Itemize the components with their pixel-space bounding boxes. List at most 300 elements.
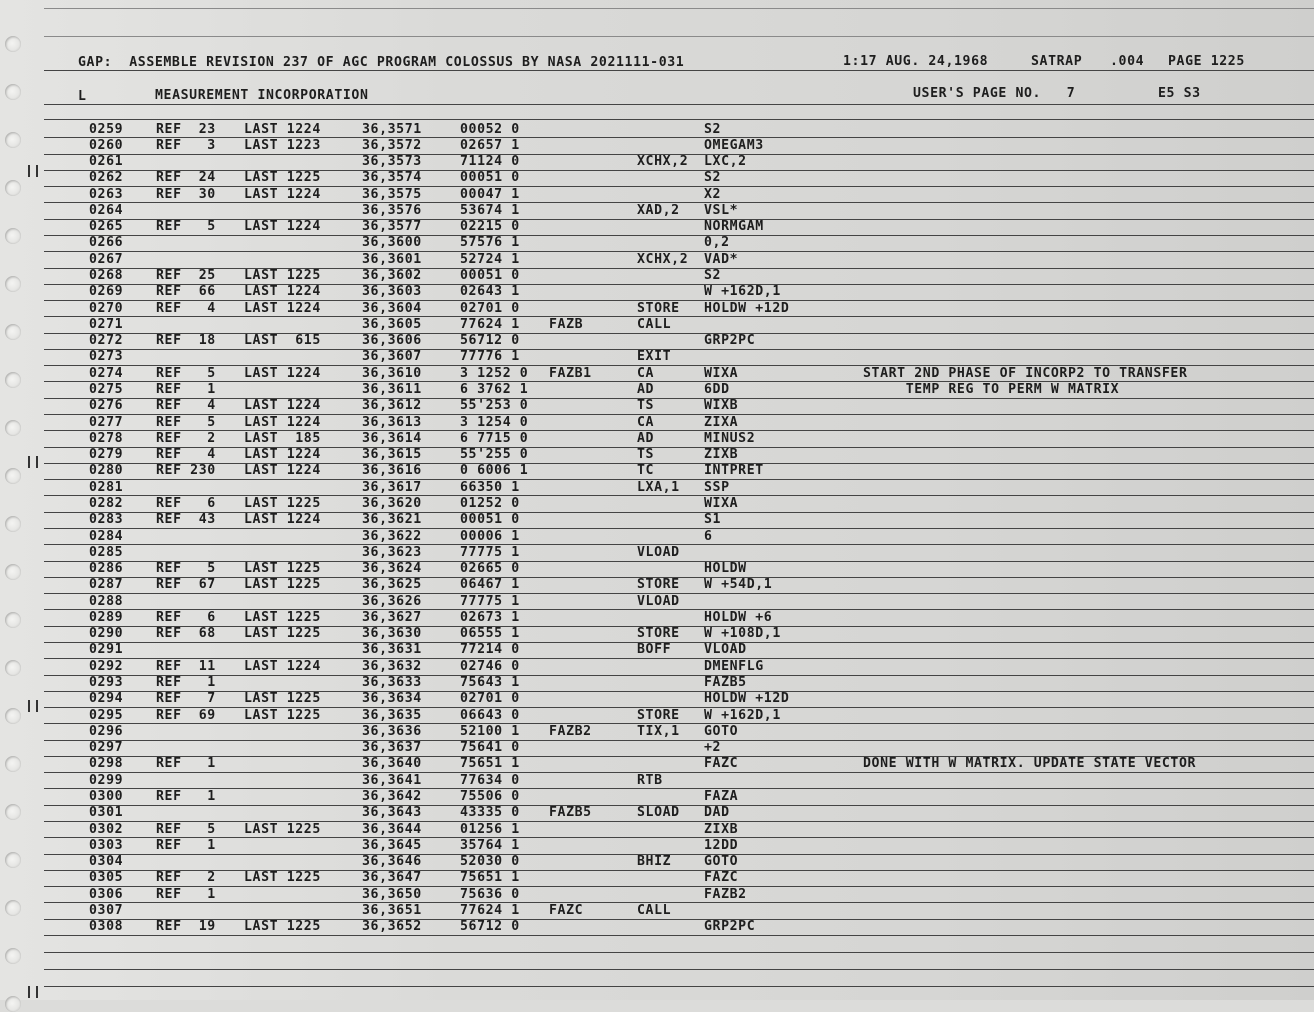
octal-word: 75636 0 xyxy=(460,886,520,902)
ruled-line xyxy=(44,36,1314,37)
ruled-line xyxy=(44,723,1314,724)
opcode: CA xyxy=(637,365,655,381)
ruled-line xyxy=(44,593,1314,594)
ref-count: REF 1 xyxy=(156,756,216,772)
line-number: 0266 xyxy=(89,235,124,251)
operand: X2 xyxy=(704,186,722,202)
octal-word: 01252 0 xyxy=(460,495,520,511)
ref-count: REF 2 xyxy=(156,870,216,886)
comment: START 2ND PHASE OF INCORP2 TO TRANSFER xyxy=(863,365,1188,381)
operand: HOLDW +12D xyxy=(704,300,790,316)
address: 36,3577 xyxy=(362,219,422,235)
line-number: 0301 xyxy=(89,805,124,821)
ruled-line xyxy=(44,137,1314,138)
tractor-hole xyxy=(5,324,21,340)
line-number: 0269 xyxy=(89,284,124,300)
operand: 6DD xyxy=(704,381,730,397)
ruled-line xyxy=(44,870,1314,871)
line-number: 0290 xyxy=(89,626,124,642)
line-number: 0291 xyxy=(89,642,124,658)
ruled-line xyxy=(44,805,1314,806)
address: 36,3600 xyxy=(362,235,422,251)
octal-word: 01256 1 xyxy=(460,821,520,837)
tractor-hole xyxy=(5,852,21,868)
last-ref: LAST 1225 xyxy=(244,170,321,186)
address: 36,3630 xyxy=(362,626,422,642)
address: 36,3627 xyxy=(362,609,422,625)
address: 36,3615 xyxy=(362,447,422,463)
address: 36,3626 xyxy=(362,593,422,609)
address: 36,3650 xyxy=(362,886,422,902)
ruled-line xyxy=(44,935,1314,936)
address: 36,3610 xyxy=(362,365,422,381)
operand: S1 xyxy=(704,512,722,528)
address: 36,3573 xyxy=(362,154,422,170)
ruled-line xyxy=(44,626,1314,627)
octal-word: 56712 0 xyxy=(460,333,520,349)
address: 36,3642 xyxy=(362,788,422,804)
operand: INTPRET xyxy=(704,463,764,479)
last-ref: LAST 1225 xyxy=(244,919,321,935)
operand: VAD* xyxy=(704,251,739,267)
ruled-line xyxy=(44,251,1314,252)
ruled-line xyxy=(44,886,1314,887)
address: 36,3607 xyxy=(362,349,422,365)
address: 36,3605 xyxy=(362,316,422,332)
octal-word: 75651 1 xyxy=(460,756,520,772)
ref-count: REF 5 xyxy=(156,821,216,837)
address: 36,3625 xyxy=(362,577,422,593)
ruled-line xyxy=(44,104,1314,105)
operand: GOTO xyxy=(704,854,739,870)
label: FAZB5 xyxy=(549,805,592,821)
octal-word: 00051 0 xyxy=(460,170,520,186)
address: 36,3620 xyxy=(362,495,422,511)
ref-count: REF 69 xyxy=(156,707,216,723)
ruled-line xyxy=(44,821,1314,822)
line-number: 0281 xyxy=(89,479,124,495)
line-number: 0279 xyxy=(89,447,124,463)
opcode: VLOAD xyxy=(637,593,680,609)
octal-word: 56712 0 xyxy=(460,919,520,935)
ref-count: REF 43 xyxy=(156,512,216,528)
octal-word: 00051 0 xyxy=(460,268,520,284)
octal-word: 55'253 0 xyxy=(460,398,529,414)
ruled-line xyxy=(44,316,1314,317)
opcode: STORE xyxy=(637,626,680,642)
line-number: 0275 xyxy=(89,381,124,397)
octal-word: 57576 1 xyxy=(460,235,520,251)
octal-word: 02673 1 xyxy=(460,609,520,625)
line-number: 0264 xyxy=(89,202,124,218)
octal-word: 77776 1 xyxy=(460,349,520,365)
opcode: BOFF xyxy=(637,642,672,658)
ruled-line xyxy=(44,658,1314,659)
ruled-line xyxy=(44,756,1314,757)
opcode: AD xyxy=(637,381,655,397)
label: FAZB1 xyxy=(549,365,592,381)
operand: VLOAD xyxy=(704,642,747,658)
label: FAZB xyxy=(549,316,584,332)
line-number: 0287 xyxy=(89,577,124,593)
address: 36,3575 xyxy=(362,186,422,202)
operand: NORMGAM xyxy=(704,219,764,235)
last-ref: LAST 615 xyxy=(244,333,321,349)
opcode: XAD,2 xyxy=(637,202,680,218)
operand: W +54D,1 xyxy=(704,577,773,593)
octal-word: 75651 1 xyxy=(460,870,520,886)
operand: 6 xyxy=(704,528,713,544)
ruled-line xyxy=(44,609,1314,610)
octal-word: 75506 0 xyxy=(460,788,520,804)
ref-count: REF 24 xyxy=(156,170,216,186)
address: 36,3635 xyxy=(362,707,422,723)
octal-word: 77775 1 xyxy=(460,544,520,560)
opcode: XCHX,2 xyxy=(637,154,689,170)
octal-word: 77624 1 xyxy=(460,902,520,918)
ruled-line xyxy=(44,186,1314,187)
ruled-line xyxy=(44,969,1314,970)
opcode: XCHX,2 xyxy=(637,251,689,267)
header-code: E5 S3 xyxy=(1158,86,1201,101)
tractor-hole xyxy=(5,756,21,772)
last-ref: LAST 1224 xyxy=(244,365,321,381)
operand: DMENFLG xyxy=(704,658,764,674)
ref-count: REF 23 xyxy=(156,121,216,137)
ruled-line xyxy=(44,528,1314,529)
operand: 0,2 xyxy=(704,235,730,251)
address: 36,3641 xyxy=(362,772,422,788)
ref-count: REF 19 xyxy=(156,919,216,935)
address: 36,3613 xyxy=(362,414,422,430)
line-number: 0270 xyxy=(89,300,124,316)
tractor-hole xyxy=(5,564,21,580)
octal-word: 02657 1 xyxy=(460,137,520,153)
operand: 12DD xyxy=(704,837,739,853)
ruled-line xyxy=(44,544,1314,545)
ref-count: REF 2 xyxy=(156,430,216,446)
users-page-number: USER'S PAGE NO. 7 xyxy=(913,86,1076,101)
operand: ZIXB xyxy=(704,821,739,837)
ref-count: REF 5 xyxy=(156,365,216,381)
line-number: 0278 xyxy=(89,430,124,446)
octal-word: 02701 0 xyxy=(460,691,520,707)
last-ref: LAST 1225 xyxy=(244,577,321,593)
ruled-line xyxy=(44,772,1314,773)
ruled-line xyxy=(44,219,1314,220)
ruled-line xyxy=(44,463,1314,464)
tractor-hole xyxy=(5,900,21,916)
line-number: 0294 xyxy=(89,691,124,707)
ruled-line xyxy=(44,381,1314,382)
operand: FAZA xyxy=(704,788,739,804)
line-number: 0261 xyxy=(89,154,124,170)
header-version: .004 xyxy=(1110,54,1145,69)
ref-count: REF 1 xyxy=(156,788,216,804)
ruled-line xyxy=(44,675,1314,676)
operand: WIXB xyxy=(704,398,739,414)
ruled-line xyxy=(44,349,1314,350)
ruled-line xyxy=(44,577,1314,578)
operand: ZIXA xyxy=(704,414,739,430)
operand: SSP xyxy=(704,479,730,495)
operand: FAZC xyxy=(704,870,739,886)
operand: FAZB5 xyxy=(704,675,747,691)
ref-count: REF 230 xyxy=(156,463,216,479)
opcode: BHIZ xyxy=(637,854,672,870)
opcode: CA xyxy=(637,414,655,430)
line-number: 0262 xyxy=(89,170,124,186)
line-number: 0303 xyxy=(89,837,124,853)
last-ref: LAST 1225 xyxy=(244,268,321,284)
last-ref: LAST 1223 xyxy=(244,137,321,153)
line-number: 0259 xyxy=(89,121,124,137)
ref-count: REF 3 xyxy=(156,137,216,153)
tractor-hole xyxy=(5,228,21,244)
tractor-hole xyxy=(5,708,21,724)
line-number: 0265 xyxy=(89,219,124,235)
opcode: EXIT xyxy=(637,349,672,365)
octal-word: 06643 0 xyxy=(460,707,520,723)
ruled-line xyxy=(44,119,1314,120)
ref-count: REF 30 xyxy=(156,186,216,202)
operand: WIXA xyxy=(704,365,739,381)
octal-word: 3 1254 0 xyxy=(460,414,529,430)
line-number: 0268 xyxy=(89,268,124,284)
opcode: TS xyxy=(637,398,655,414)
operand: S2 xyxy=(704,121,722,137)
ref-count: REF 1 xyxy=(156,837,216,853)
ref-count: REF 4 xyxy=(156,300,216,316)
octal-word: 06467 1 xyxy=(460,577,520,593)
last-ref: LAST 185 xyxy=(244,430,321,446)
line-number: 0283 xyxy=(89,512,124,528)
opcode: SLOAD xyxy=(637,805,680,821)
address: 36,3571 xyxy=(362,121,422,137)
address: 36,3621 xyxy=(362,512,422,528)
address: 36,3622 xyxy=(362,528,422,544)
ref-count: REF 4 xyxy=(156,447,216,463)
tractor-hole xyxy=(5,84,21,100)
octal-word: 6 3762 1 xyxy=(460,381,529,397)
label: FAZC xyxy=(549,902,584,918)
octal-word: 0 6006 1 xyxy=(460,463,529,479)
address: 36,3611 xyxy=(362,381,422,397)
ruled-line xyxy=(44,479,1314,480)
last-ref: LAST 1224 xyxy=(244,121,321,137)
address: 36,3652 xyxy=(362,919,422,935)
ruled-line xyxy=(44,70,1314,71)
ref-count: REF 5 xyxy=(156,561,216,577)
last-ref: LAST 1224 xyxy=(244,186,321,202)
last-ref: LAST 1225 xyxy=(244,870,321,886)
octal-word: 75643 1 xyxy=(460,675,520,691)
ref-count: REF 6 xyxy=(156,495,216,511)
line-number: 0300 xyxy=(89,788,124,804)
operand: WIXA xyxy=(704,495,739,511)
last-ref: LAST 1225 xyxy=(244,821,321,837)
ref-count: REF 6 xyxy=(156,609,216,625)
opcode: AD xyxy=(637,430,655,446)
tractor-hole xyxy=(5,132,21,148)
ruled-line xyxy=(44,495,1314,496)
address: 36,3616 xyxy=(362,463,422,479)
line-number: 0295 xyxy=(89,707,124,723)
last-ref: LAST 1224 xyxy=(244,512,321,528)
operand: ZIXB xyxy=(704,447,739,463)
line-number: 0263 xyxy=(89,186,124,202)
address: 36,3631 xyxy=(362,642,422,658)
address: 36,3572 xyxy=(362,137,422,153)
operand: GRP2PC xyxy=(704,919,756,935)
tractor-hole xyxy=(5,276,21,292)
ref-count: REF 67 xyxy=(156,577,216,593)
address: 36,3574 xyxy=(362,170,422,186)
label: FAZB2 xyxy=(549,723,592,739)
operand: W +162D,1 xyxy=(704,707,781,723)
header-user: SATRAP xyxy=(1031,54,1083,69)
tractor-hole xyxy=(5,804,21,820)
ref-count: REF 5 xyxy=(156,219,216,235)
octal-word: 02665 0 xyxy=(460,561,520,577)
octal-word: 77624 1 xyxy=(460,316,520,332)
octal-word: 3 1252 0 xyxy=(460,365,529,381)
address: 36,3634 xyxy=(362,691,422,707)
last-ref: LAST 1225 xyxy=(244,495,321,511)
last-ref: LAST 1224 xyxy=(244,300,321,316)
operand: VSL* xyxy=(704,202,739,218)
opcode: VLOAD xyxy=(637,544,680,560)
address: 36,3604 xyxy=(362,300,422,316)
last-ref: LAST 1224 xyxy=(244,414,321,430)
line-number: 0307 xyxy=(89,902,124,918)
tractor-hole xyxy=(5,180,21,196)
address: 36,3576 xyxy=(362,202,422,218)
ruled-line xyxy=(44,854,1314,855)
octal-word: 02746 0 xyxy=(460,658,520,674)
address: 36,3644 xyxy=(362,821,422,837)
octal-word: 02701 0 xyxy=(460,300,520,316)
ruled-line xyxy=(44,430,1314,431)
operand: FAZC xyxy=(704,756,739,772)
line-number: 0282 xyxy=(89,495,124,511)
operand: S2 xyxy=(704,268,722,284)
address: 36,3606 xyxy=(362,333,422,349)
ruled-line xyxy=(44,8,1314,9)
perforation-mark xyxy=(28,700,38,712)
ref-count: REF 11 xyxy=(156,658,216,674)
octal-word: 77775 1 xyxy=(460,593,520,609)
ruled-line xyxy=(44,642,1314,643)
ref-count: REF 66 xyxy=(156,284,216,300)
address: 36,3651 xyxy=(362,902,422,918)
last-ref: LAST 1225 xyxy=(244,691,321,707)
tractor-hole xyxy=(5,420,21,436)
octal-word: 77214 0 xyxy=(460,642,520,658)
last-ref: LAST 1224 xyxy=(244,447,321,463)
operand: DAD xyxy=(704,805,730,821)
octal-word: 6 7715 0 xyxy=(460,430,529,446)
tractor-hole xyxy=(5,948,21,964)
header-timestamp: 1:17 AUG. 24,1968 xyxy=(843,54,989,69)
section-title: MEASUREMENT INCORPORATION xyxy=(155,88,369,103)
line-number: 0302 xyxy=(89,821,124,837)
line-number: 0273 xyxy=(89,349,124,365)
line-number: 0305 xyxy=(89,870,124,886)
ruled-line xyxy=(44,740,1314,741)
opcode: TS xyxy=(637,447,655,463)
octal-word: 71124 0 xyxy=(460,154,520,170)
ruled-line xyxy=(44,691,1314,692)
operand: GRP2PC xyxy=(704,333,756,349)
opcode: RTB xyxy=(637,772,663,788)
address: 36,3602 xyxy=(362,268,422,284)
ruled-line xyxy=(44,837,1314,838)
line-number: 0297 xyxy=(89,740,124,756)
octal-word: 02643 1 xyxy=(460,284,520,300)
header-title-line: GAP: ASSEMBLE REVISION 237 OF AGC PROGRAM COLOSSUS BY NASA 2021111-031 xyxy=(78,55,685,70)
header-page-number: PAGE 1225 xyxy=(1168,54,1245,69)
tractor-hole xyxy=(5,36,21,52)
ref-count: REF 18 xyxy=(156,333,216,349)
ref-count: REF 1 xyxy=(156,886,216,902)
octal-word: 55'255 0 xyxy=(460,447,529,463)
line-number: 0304 xyxy=(89,854,124,870)
opcode: TIX,1 xyxy=(637,723,680,739)
comment: DONE WITH W MATRIX. UPDATE STATE VECTOR xyxy=(863,756,1197,772)
line-number: 0271 xyxy=(89,316,124,332)
last-ref: LAST 1225 xyxy=(244,707,321,723)
address: 36,3612 xyxy=(362,398,422,414)
address: 36,3614 xyxy=(362,430,422,446)
address: 36,3640 xyxy=(362,756,422,772)
address: 36,3603 xyxy=(362,284,422,300)
opcode: TC xyxy=(637,463,655,479)
octal-word: 00052 0 xyxy=(460,121,520,137)
opcode: LXA,1 xyxy=(637,479,680,495)
octal-word: 00051 0 xyxy=(460,512,520,528)
octal-word: 52724 1 xyxy=(460,251,520,267)
perforation-mark xyxy=(28,165,38,177)
line-number: 0284 xyxy=(89,528,124,544)
address: 36,3637 xyxy=(362,740,422,756)
comment: TEMP REG TO PERM W MATRIX xyxy=(863,381,1120,397)
tractor-hole xyxy=(5,516,21,532)
line-number: 0299 xyxy=(89,772,124,788)
ruled-line xyxy=(44,268,1314,269)
ruled-line xyxy=(44,561,1314,562)
line-number: 0288 xyxy=(89,593,124,609)
line-number: 0293 xyxy=(89,675,124,691)
ruled-line xyxy=(44,919,1314,920)
operand: HOLDW xyxy=(704,561,747,577)
line-number: 0298 xyxy=(89,756,124,772)
last-ref: LAST 1224 xyxy=(244,398,321,414)
opcode: CALL xyxy=(637,902,672,918)
operand: W +108D,1 xyxy=(704,626,781,642)
ref-count: REF 7 xyxy=(156,691,216,707)
ruled-line xyxy=(44,447,1314,448)
header-type-code: L xyxy=(78,89,87,104)
perforation-mark xyxy=(28,456,38,468)
address: 36,3645 xyxy=(362,837,422,853)
ref-count: REF 68 xyxy=(156,626,216,642)
operand: GOTO xyxy=(704,723,739,739)
line-number: 0276 xyxy=(89,398,124,414)
ruled-line xyxy=(44,902,1314,903)
ruled-line xyxy=(44,398,1314,399)
octal-word: 77634 0 xyxy=(460,772,520,788)
